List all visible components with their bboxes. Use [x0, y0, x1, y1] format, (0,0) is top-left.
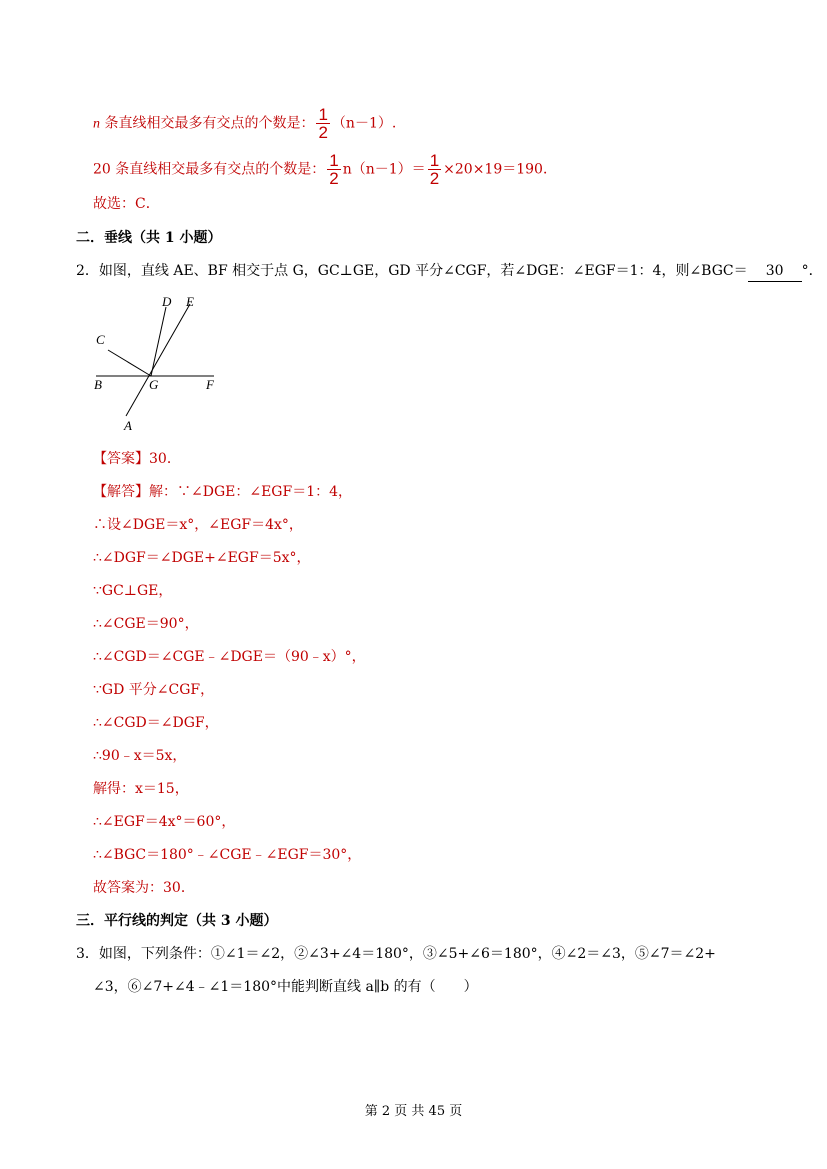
question-3-line-2: ∠3，⑥∠7+∠4﹣∠1＝180°中能判断直线 a∥b 的有（ ） [93, 979, 478, 995]
line-ae [126, 304, 190, 416]
variable-n: n [93, 116, 100, 132]
fraction-half [428, 152, 441, 187]
section-heading-perpendicular: 二．垂线（共 1 小题） [76, 230, 222, 246]
fraction-numerator: 1 [318, 105, 328, 124]
question-text: 2．如图，直线 AE、BF 相交于点 G，GC⊥GE，GD 平分∠CGF，若∠DGE：∠EGF＝1：4，则∠BGC＝ [76, 263, 748, 279]
ray-gc [108, 350, 151, 376]
label-d: D [162, 294, 172, 309]
fraction-denominator: 2 [318, 123, 328, 142]
solution-step: ∵GD 平分∠CGF， [93, 682, 215, 698]
label-f: F [206, 377, 214, 392]
solution-step: ∴∠CGD＝∠CGE﹣∠DGE＝（90﹣x）°， [93, 649, 366, 665]
label-c: C [96, 332, 105, 347]
solution-step: 解得：x＝15， [93, 781, 189, 797]
solution-choice: 故选：C． [93, 196, 160, 212]
solution-tail: ×20×19＝190． [443, 161, 557, 178]
solution-step: ∴90﹣x＝5x， [93, 748, 187, 764]
question-2 [76, 261, 823, 282]
answer-line: 【答案】30． [93, 451, 181, 467]
label-a: A [124, 418, 132, 432]
question-3-line-1: 3．如图，下列条件：①∠1＝∠2，②∠3+∠4＝180°，③∠5+∠6＝180°，④∠2＝∠3，⑤∠7＝∠2+ [76, 946, 716, 962]
ray-gd [151, 307, 166, 376]
label-e: E [186, 294, 194, 309]
question-text-end: °． [801, 263, 823, 279]
label-g: G [149, 377, 159, 392]
solution-step: ∴∠BGC＝180°﹣∠CGE﹣∠EGF＝30°， [93, 847, 362, 863]
solution-step: 故答案为：30． [93, 880, 195, 896]
solution-text: 条直线相交最多有交点的个数是： [100, 115, 315, 132]
solution-step: ∴∠DGF＝∠DGE+∠EGF＝5x°， [93, 550, 311, 566]
solution-line-20-lines [93, 152, 557, 187]
solution-step: 【解答】解：∵∠DGE：∠EGF＝1：4， [93, 484, 353, 500]
solution-line-formula [93, 106, 396, 141]
fraction-half [316, 106, 329, 141]
solution-step: ∴∠EGF＝4x°＝60°， [93, 814, 236, 830]
solution-step: ∵GC⊥GE， [93, 583, 173, 599]
geometry-diagram [86, 292, 226, 432]
answer-blank: 30 [748, 261, 802, 282]
page-footer: 第 2 页 共 45 页 [364, 1104, 463, 1119]
section-heading-parallel: 三．平行线的判定（共 3 小题） [76, 913, 278, 929]
solution-step: ∴∠CGD＝∠DGF， [93, 715, 219, 731]
fraction-numerator: 1 [329, 151, 339, 170]
fraction-half [327, 152, 340, 187]
solution-step: ∴∠CGE＝90°， [93, 616, 199, 632]
fraction-denominator: 2 [429, 169, 440, 188]
solution-text: 20 条直线相交最多有交点的个数是： [93, 161, 326, 178]
label-b: B [94, 377, 102, 392]
fraction-numerator: 1 [429, 151, 440, 170]
solution-tail: （n－1）. [331, 115, 397, 132]
solution-middle: n（n－1）＝ [342, 161, 426, 178]
solution-step: ∴设∠DGE＝x°，∠EGF＝4x°， [93, 517, 303, 533]
fraction-denominator: 2 [329, 169, 339, 188]
